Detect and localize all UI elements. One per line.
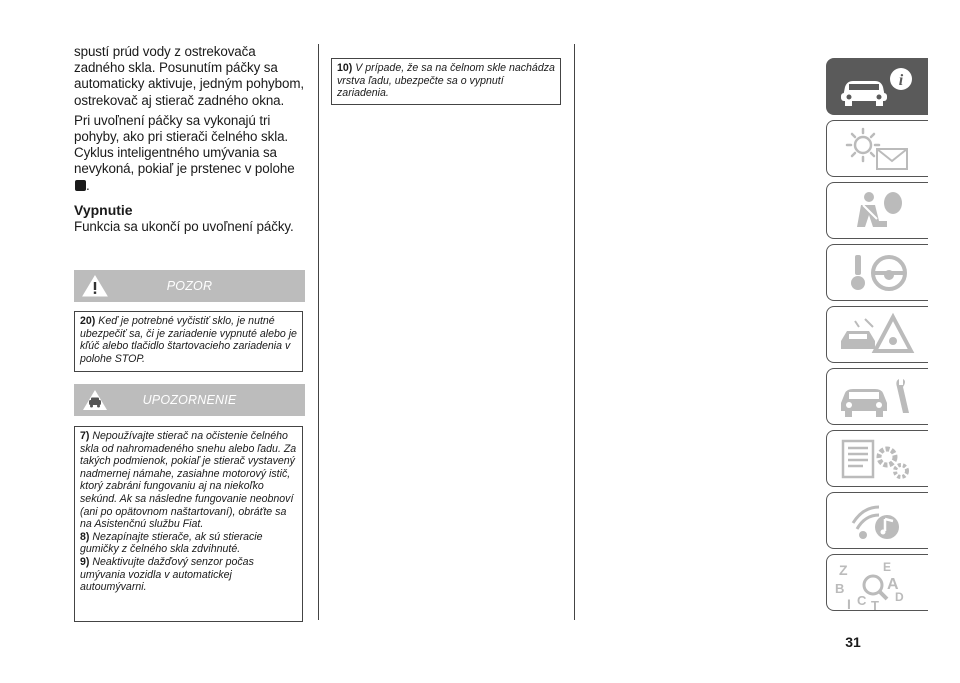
ring-position-icon [75, 180, 86, 191]
section-heading-vypnutie: Vypnutie [74, 201, 133, 218]
svg-text:i: i [898, 72, 904, 89]
letter-c: C [857, 593, 867, 608]
tab-multimedia[interactable] [826, 492, 928, 549]
letter-t: T [871, 598, 879, 611]
tab-car-info[interactable] [826, 58, 928, 115]
letter-z: Z [839, 562, 848, 578]
note-8: 8) Nezapínajte stierače, ak sú stieracie gumičky z čelného skla zdvihnuté. [80, 530, 263, 556]
letter-e: E [883, 560, 892, 574]
tab-airbag-seat[interactable] [826, 182, 928, 239]
pozor-title: POZOR [166, 279, 213, 293]
main-column [74, 44, 306, 239]
upozornenie-note-box [74, 426, 303, 622]
key-steering-icon [835, 249, 919, 297]
upozornenie-title: UPOZORNENIE [142, 393, 237, 407]
alphabet-index-icon [835, 559, 919, 611]
letter-b: B [835, 581, 845, 596]
tab-specs-gears[interactable] [826, 430, 928, 487]
page-number: 31 [845, 634, 861, 650]
letter-a: A [887, 576, 899, 593]
car-info-icon [835, 63, 919, 111]
tab-car-maintenance[interactable] [826, 368, 928, 425]
warning-lights-icon [835, 125, 919, 173]
tab-alphabet-index[interactable] [826, 554, 928, 611]
note-7: 7) Nepoužívajte stierač na očistenie čelného skla od nahromadeného snehu alebo ľadu. Za takých podmienok, pokiaľ je stierač vystavený nadmernej námahe, zasiahne motorový istič, ktorý zabráni fungovaniu aj na niekoľko sekúnd. Ak sa následne fungovanie neobnoví (ani po opätovnom naštartovaní), obráťte sa na Asistenčnú službu Fiat. [80, 430, 297, 531]
pozor-note-box [74, 311, 303, 372]
pozor-banner [74, 270, 305, 302]
letter-i: I [847, 596, 851, 611]
airbag-seat-icon [835, 187, 919, 235]
paragraph-release-lever: Pri uvoľnení páčky sa vykonajú tri pohyby, ako pri stierači čelného skla. Cyklus inteligentného umývania sa nevykoná, pokiaľ je prstenec v polohe . [74, 112, 295, 193]
column2-note-box [331, 58, 561, 105]
road-emergency-icon [835, 311, 919, 359]
letter-d: D [895, 590, 904, 604]
column-divider-1 [318, 44, 319, 620]
tab-road-emergency[interactable] [826, 306, 928, 363]
paragraph-switch-off: Funkcia sa ukončí po uvoľnení páčky. [74, 218, 294, 234]
note-9: 9) Neaktivujte dažďový senzor počas umývania vozidla v automatickej autoumývarni. [80, 555, 254, 594]
tab-key-steering[interactable] [826, 244, 928, 301]
column-divider-2 [574, 44, 575, 620]
upozornenie-banner [74, 384, 305, 416]
note-10: 10) V prípade, že sa na čelnom skle nachádza vrstva ľadu, ubezpečte sa o vypnutí zariadenia. [337, 62, 555, 100]
multimedia-icon [835, 497, 919, 545]
note-20: 20) Keď je potrebné vyčistiť sklo, je nutné ubezpečiť sa, či je zariadenie vypnuté alebo je kľúč alebo tlačidlo štartovacieho zariadenia v polohe STOP. [80, 315, 297, 365]
paragraph-rear-washer: spustí prúd vody z ostrekovača zadného skla. Posunutím páčky sa automaticky aktivuje, jedným pohybom, ostrekovač aj stierač zadného okna. [74, 44, 305, 108]
specs-gears-icon [835, 435, 919, 483]
car-maintenance-icon [835, 373, 919, 421]
tab-warning-lights[interactable] [826, 120, 928, 177]
